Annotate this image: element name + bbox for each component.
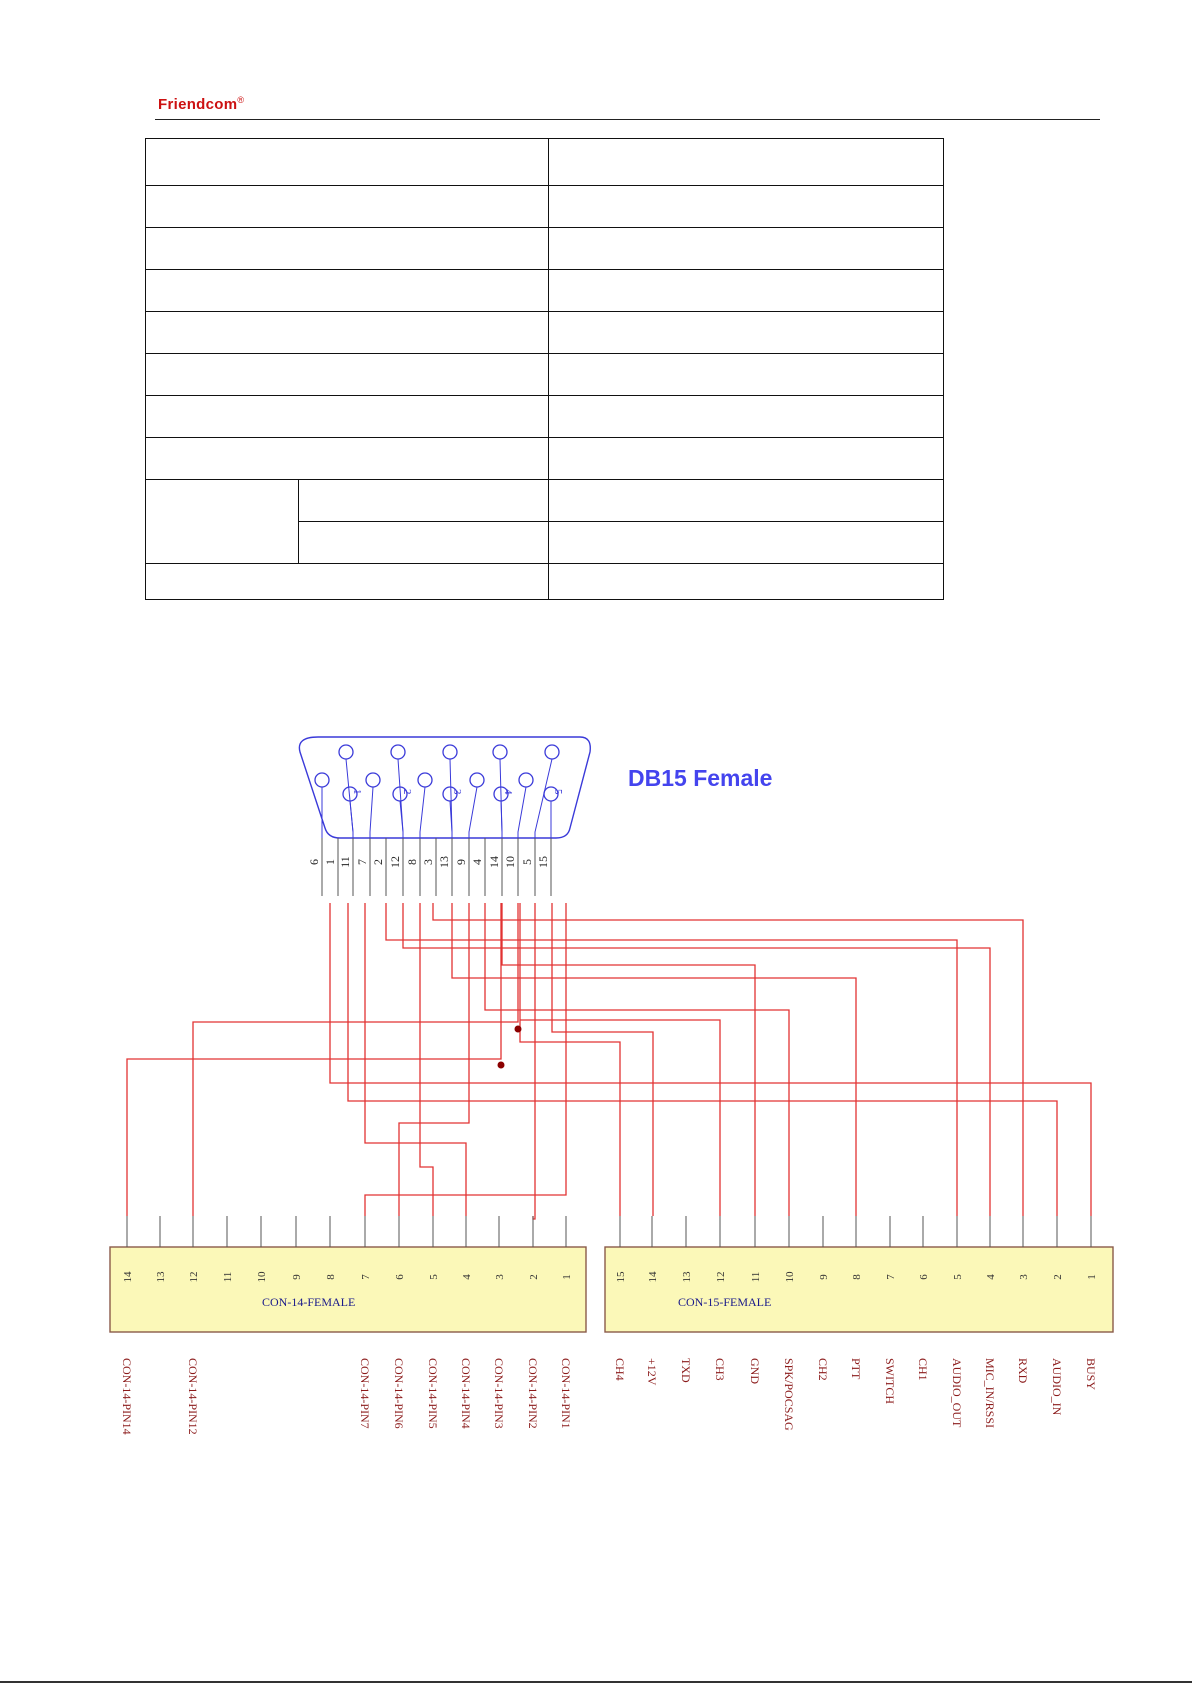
wire xyxy=(433,903,1023,1216)
db15-lead xyxy=(535,759,552,838)
db15-lead xyxy=(420,787,425,838)
con-15-pin-number: 9 xyxy=(818,1274,830,1280)
con-14-signal-label: CON-14-PIN6 xyxy=(392,1358,406,1429)
db15-terminal-label: 2 xyxy=(371,859,385,865)
junction-dot xyxy=(498,1062,505,1069)
spec-table xyxy=(145,138,944,600)
table-cell xyxy=(548,396,943,438)
wire xyxy=(502,903,755,1216)
table-row xyxy=(146,396,944,438)
table-row xyxy=(146,228,944,270)
db15-pins xyxy=(307,745,564,896)
db15-shell xyxy=(299,737,590,838)
table-cell xyxy=(146,564,549,600)
con-14-pin-number: 8 xyxy=(325,1274,337,1280)
db15-title: DB15 Female xyxy=(628,765,773,791)
con-15-signal-label: SPK/POCSAG xyxy=(782,1358,796,1431)
table-cell xyxy=(146,354,549,396)
table-row xyxy=(146,564,944,600)
db15-pin-number: 4 xyxy=(502,789,514,795)
con-15-pin-number: 7 xyxy=(885,1274,897,1280)
junction-dot xyxy=(515,1026,522,1033)
table-cell xyxy=(146,270,549,312)
con-14-signal-label: CON-14-PIN7 xyxy=(358,1358,372,1429)
con-15-signal-label: SWITCH xyxy=(883,1358,897,1404)
table-cell xyxy=(146,139,549,186)
registered-mark: ® xyxy=(237,95,245,105)
con-15-title: CON-15-FEMALE xyxy=(678,1295,772,1309)
db15-pin-socket xyxy=(315,773,329,787)
table-row xyxy=(146,312,944,354)
db15-terminal-label: 10 xyxy=(503,856,517,868)
brand-logo xyxy=(158,95,244,113)
table-row xyxy=(146,139,944,186)
con-15-body xyxy=(605,1247,1113,1332)
table-row xyxy=(146,354,944,396)
con-15-pin-number: 4 xyxy=(985,1274,997,1280)
con-14-signal-label: CON-14-PIN2 xyxy=(526,1358,540,1429)
con-15-signal-label: PTT xyxy=(849,1358,863,1380)
db15-pin-socket xyxy=(493,745,507,759)
con-15-pin-number: 11 xyxy=(750,1271,762,1283)
con-15-signal-label: TXD xyxy=(679,1358,693,1383)
db15-terminal-label: 4 xyxy=(470,859,484,865)
con-14-pin-number: 12 xyxy=(188,1271,200,1283)
con-15-signal-label: CH4 xyxy=(613,1358,627,1381)
db15-pin-socket xyxy=(366,773,380,787)
con-14-title: CON-14-FEMALE xyxy=(262,1295,356,1309)
brand-name: Friendcom xyxy=(158,96,238,113)
db15-terminal-label: 7 xyxy=(355,859,369,865)
table-cell xyxy=(146,186,549,228)
wiring-diagram xyxy=(0,720,1192,1480)
con-14-signal-label: CON-14-PIN12 xyxy=(186,1358,200,1435)
db15-connector xyxy=(299,737,772,896)
db15-pin-socket xyxy=(519,773,533,787)
con-14-pin-number: 4 xyxy=(461,1274,473,1280)
table-cell xyxy=(146,438,549,480)
table-cell xyxy=(146,396,549,438)
table-cell xyxy=(548,522,943,564)
con-15-signal-label: MIC_IN/RSSI xyxy=(983,1358,997,1429)
con-15-pin-number: 6 xyxy=(918,1274,930,1280)
con-15-signal-label: CH1 xyxy=(916,1358,930,1381)
con-15-signal-label: AUDIO_OUT xyxy=(950,1358,964,1428)
db15-pin-number: 1 xyxy=(351,789,363,795)
con-15-pin-number: 12 xyxy=(715,1271,727,1283)
db15-terminal-label: 1 xyxy=(323,859,337,865)
con-15-pin-number: 3 xyxy=(1018,1274,1030,1280)
table-cell xyxy=(146,228,549,270)
table-cell xyxy=(548,228,943,270)
con-15-signal-label: GND xyxy=(748,1358,762,1384)
con-14-pin-number: 3 xyxy=(494,1274,506,1280)
con-15-pin-number: 13 xyxy=(681,1271,693,1283)
table-cell xyxy=(298,522,548,564)
db15-lead xyxy=(501,801,502,838)
db15-lead xyxy=(469,787,477,838)
db15-terminal-label: 5 xyxy=(520,859,534,865)
wires xyxy=(127,903,1091,1219)
db15-terminal-label: 9 xyxy=(454,859,468,865)
page-bottom-rule xyxy=(0,1681,1192,1683)
con-15-connector xyxy=(605,1216,1113,1431)
wire xyxy=(552,903,653,1216)
con-15-signal-label: RXD xyxy=(1016,1358,1030,1384)
db15-terminal-label: 15 xyxy=(536,856,550,868)
table-cell xyxy=(548,139,943,186)
con-15-pin-number: 1 xyxy=(1086,1274,1098,1280)
con-14-signal-label: CON-14-PIN3 xyxy=(492,1358,506,1429)
db15-pin-socket xyxy=(545,745,559,759)
wire xyxy=(452,903,856,1216)
db15-lead xyxy=(350,801,353,838)
table-cell xyxy=(548,354,943,396)
con-15-signal-label: BUSY xyxy=(1084,1358,1098,1391)
wire xyxy=(127,903,501,1216)
wire xyxy=(485,903,789,1216)
con-15-signal-label: CH2 xyxy=(816,1358,830,1381)
table-row xyxy=(146,270,944,312)
wire xyxy=(533,903,535,1219)
con-15-pin-number: 8 xyxy=(851,1274,863,1280)
db15-pin-socket xyxy=(391,745,405,759)
con-15-pin-number: 2 xyxy=(1052,1274,1064,1280)
merged-cell xyxy=(146,480,299,564)
con-14-pin-number: 14 xyxy=(122,1271,134,1283)
table-row xyxy=(146,438,944,480)
con-14-pin-number: 1 xyxy=(561,1274,573,1280)
db15-lead xyxy=(518,787,526,838)
table-cell xyxy=(548,312,943,354)
con-14-signal-label: CON-14-PIN5 xyxy=(426,1358,440,1429)
con-15-signal-label: +12V xyxy=(645,1358,659,1386)
con-14-pin-number: 11 xyxy=(222,1271,234,1283)
db15-terminal-label: 11 xyxy=(338,856,352,868)
con-14-pin-number: 5 xyxy=(428,1274,440,1280)
con-15-pin-number: 10 xyxy=(784,1271,796,1283)
table-cell xyxy=(548,270,943,312)
db15-terminal-label: 12 xyxy=(388,856,402,868)
db15-pin-socket xyxy=(418,773,432,787)
con-15-labels xyxy=(613,1358,1098,1431)
db15-pin-number: 5 xyxy=(552,789,564,795)
db15-lead xyxy=(370,787,373,838)
con-14-pin-number: 10 xyxy=(256,1271,268,1283)
con-14-pin-number: 7 xyxy=(360,1274,372,1280)
con-15-pin-number: 15 xyxy=(615,1271,627,1283)
con-14-signal-label: CON-14-PIN14 xyxy=(120,1358,134,1435)
table-cell xyxy=(146,312,549,354)
db15-terminal-label: 6 xyxy=(307,859,321,865)
con-14-pin-number: 2 xyxy=(528,1274,540,1280)
db15-pin-number: 2 xyxy=(401,789,413,795)
table-row xyxy=(146,480,944,522)
con-14-pin-number: 6 xyxy=(394,1274,406,1280)
con-15-signal-label: AUDIO_IN xyxy=(1050,1358,1064,1416)
con-15-pin-number: 5 xyxy=(952,1274,964,1280)
db15-pin-socket xyxy=(443,745,457,759)
table-cell xyxy=(548,186,943,228)
db15-terminal-label: 14 xyxy=(487,856,501,868)
con-14-body xyxy=(110,1247,586,1332)
db15-terminal-label: 8 xyxy=(405,859,419,865)
header-rule xyxy=(155,119,1100,120)
table-cell xyxy=(548,480,943,522)
table-cell xyxy=(548,564,943,600)
con-14-pin-number: 13 xyxy=(155,1271,167,1283)
db15-pin-socket xyxy=(470,773,484,787)
table-row xyxy=(146,186,944,228)
con-14-connector xyxy=(110,1216,586,1435)
con-14-signal-label: CON-14-PIN4 xyxy=(459,1358,473,1429)
db15-terminal-label: 13 xyxy=(437,856,451,868)
db15-terminal-label: 3 xyxy=(421,859,435,865)
con-14-labels xyxy=(120,1358,573,1435)
con-15-signal-label: CH3 xyxy=(713,1358,727,1381)
table-cell xyxy=(298,480,548,522)
db15-pin-socket xyxy=(339,745,353,759)
con-15-pin-number: 14 xyxy=(647,1271,659,1283)
con-14-signal-label: CON-14-PIN1 xyxy=(559,1358,573,1429)
table-cell xyxy=(548,438,943,480)
db15-pin-number: 3 xyxy=(451,789,463,795)
con-14-pin-number: 9 xyxy=(291,1274,303,1280)
